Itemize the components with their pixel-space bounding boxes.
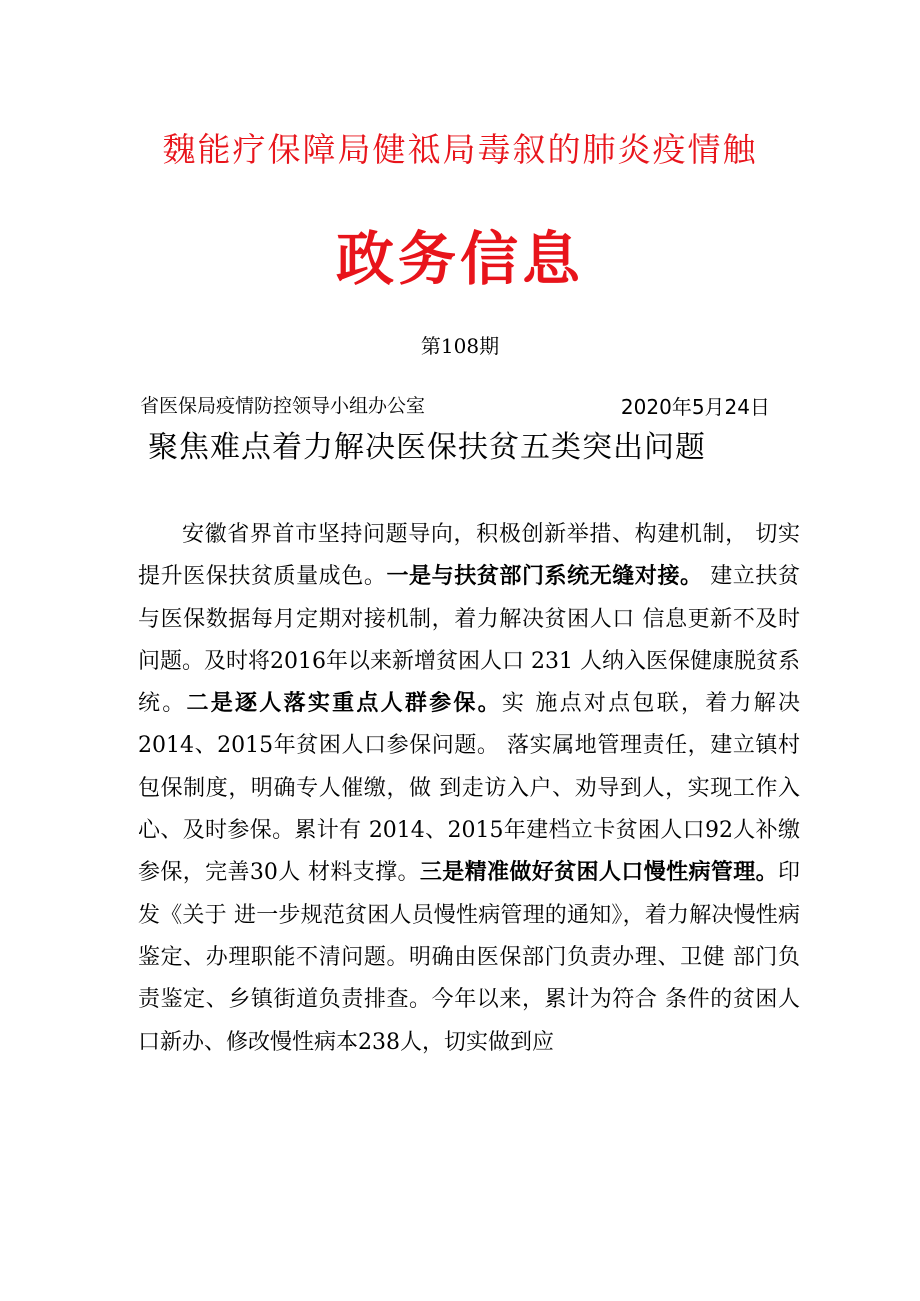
body-segment: 安徽省界首市坚持问题导向，积极创新举措、构建机制， 切实提升医保扶贫质量成色。 [138, 522, 800, 590]
article-title: 聚焦难点着力解决医保扶贫五类突出问题 [148, 430, 706, 465]
body-segment-highlight: 一是与扶贫部门系统无缝对接。 [386, 564, 703, 590]
masthead-title: 政务信息 [335, 225, 584, 293]
publication-date: 2020年5月24日 [620, 395, 770, 419]
body-segment: 印发《关于 进一步规范贫困人员慢性病管理的通知》，着力解决慢性病 鉴定、办理职能不清问题。明确由医保部门负责办理、卫健 部门负责鉴定、乡镇街道负责排查。今年以来，累计为符合 条件的贫困人口新办、修改慢性病本238人，切实做到应 [138, 860, 800, 1055]
issuing-organization-header: 魏能疗保障局健祗局毒叙的肺炎疫情触 [162, 130, 758, 169]
body-segment: 实 施点对点包联，着力解决2014、2015年贫困人口参保问题。 落实属地管理责任，建立镇村包保制度，明确专人催缴，做 到走访入户、劝导到人，实现工作入心、及时参保。累计有 2014、2015年建档立卡贫困人口92人补缴参保，完善30人 材料支撑。 [138, 691, 800, 886]
body-segment: 建立扶贫与医保数据每月定期对接机制，着力解决贫困人口 信息更新不及时问题。及时将2016年以来新增贫困人口 231 人纳入医保健康脱贫系统。 [138, 564, 800, 717]
body-segment-highlight: 二是逐人落实重点人群参保。 [186, 691, 502, 717]
article-body [138, 514, 800, 1064]
issuing-office: 省医保局疫情防控领导小组办公室 [140, 395, 426, 417]
publication-meta-row [140, 391, 770, 417]
body-segment-highlight: 三是精准做好贫困人口慢性病管理。 [419, 860, 778, 886]
issue-number: 第108期 [420, 334, 500, 358]
